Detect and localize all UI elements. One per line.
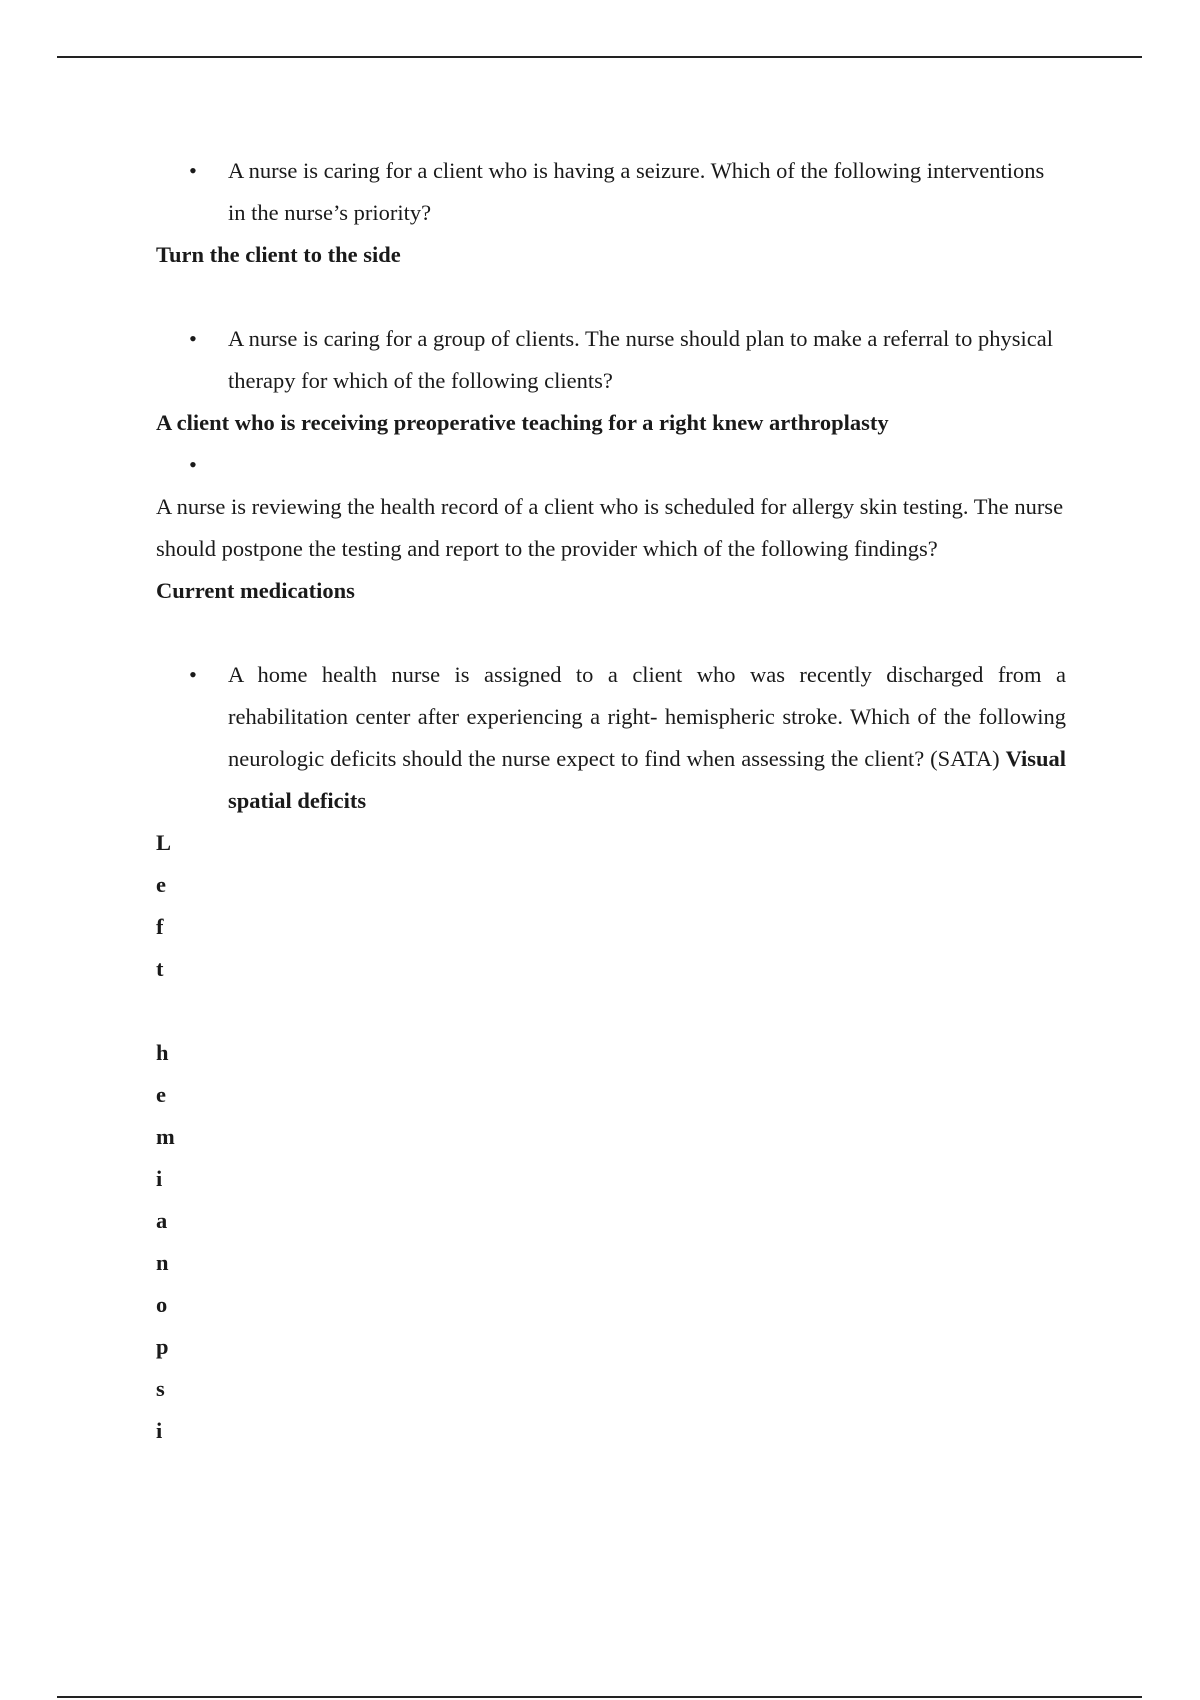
question-2-text: A nurse is caring for a group of clients. The nurse should plan to make a referral to physical therapy for which of the following clients? xyxy=(228,326,1053,393)
question-1-text: A nurse is caring for a client who is having a seizure. Which of the following interventions in the nurse’s priority? xyxy=(228,158,1045,225)
vertical-letter: p xyxy=(156,1334,169,1359)
bullet-icon: • xyxy=(189,452,197,477)
vertical-letter: m xyxy=(156,1124,175,1149)
answer-2: A client who is receiving preoperative teaching for a right knew arthroplasty xyxy=(156,410,889,435)
vertical-letter: n xyxy=(156,1250,169,1275)
vertical-letter: i xyxy=(156,1418,163,1443)
answer-4-vertical-text xyxy=(156,822,1066,1452)
vertical-letter: s xyxy=(156,1376,165,1401)
header-rule xyxy=(57,56,1142,58)
bullet-icon: • xyxy=(189,326,197,351)
vertical-letter: a xyxy=(156,1208,168,1233)
empty-bullet-item xyxy=(156,444,1066,486)
answer-3: Current medications xyxy=(156,578,355,603)
bullet-icon: • xyxy=(189,662,197,687)
question-2 xyxy=(156,318,1066,402)
answer-1: Turn the client to the side xyxy=(156,242,401,267)
bullet-icon: • xyxy=(189,158,197,183)
vertical-letter: h xyxy=(156,1040,169,1065)
answer-4: Visual spatial deficits xyxy=(228,746,1067,813)
vertical-letter: e xyxy=(156,1082,166,1107)
question-4 xyxy=(156,654,1066,822)
vertical-letter: L xyxy=(156,830,172,855)
document-page xyxy=(156,150,1066,1452)
vertical-letter: e xyxy=(156,872,166,897)
vertical-letter: i xyxy=(156,1166,163,1191)
spacer xyxy=(156,276,1066,318)
question-1 xyxy=(156,150,1066,234)
vertical-letter: f xyxy=(156,914,164,939)
question-3-text: A nurse is reviewing the health record of a client who is scheduled for allergy skin testing. The nurse should postpone the testing and report to the provider which of the following findings? xyxy=(156,494,1064,561)
vertical-letter: o xyxy=(156,1292,168,1317)
spacer xyxy=(156,612,1066,654)
question-4-text: A home health nurse is assigned to a client who was recently discharged from a rehabilitation center after experiencing a right- hemispheric stroke. Which of the following neurologic deficits should the nurse expect to find when assessing the client? (SATA) xyxy=(228,662,1066,771)
vertical-letter: t xyxy=(156,956,164,981)
vertical-blank xyxy=(156,990,1066,1032)
footer-rule xyxy=(57,1696,1142,1698)
